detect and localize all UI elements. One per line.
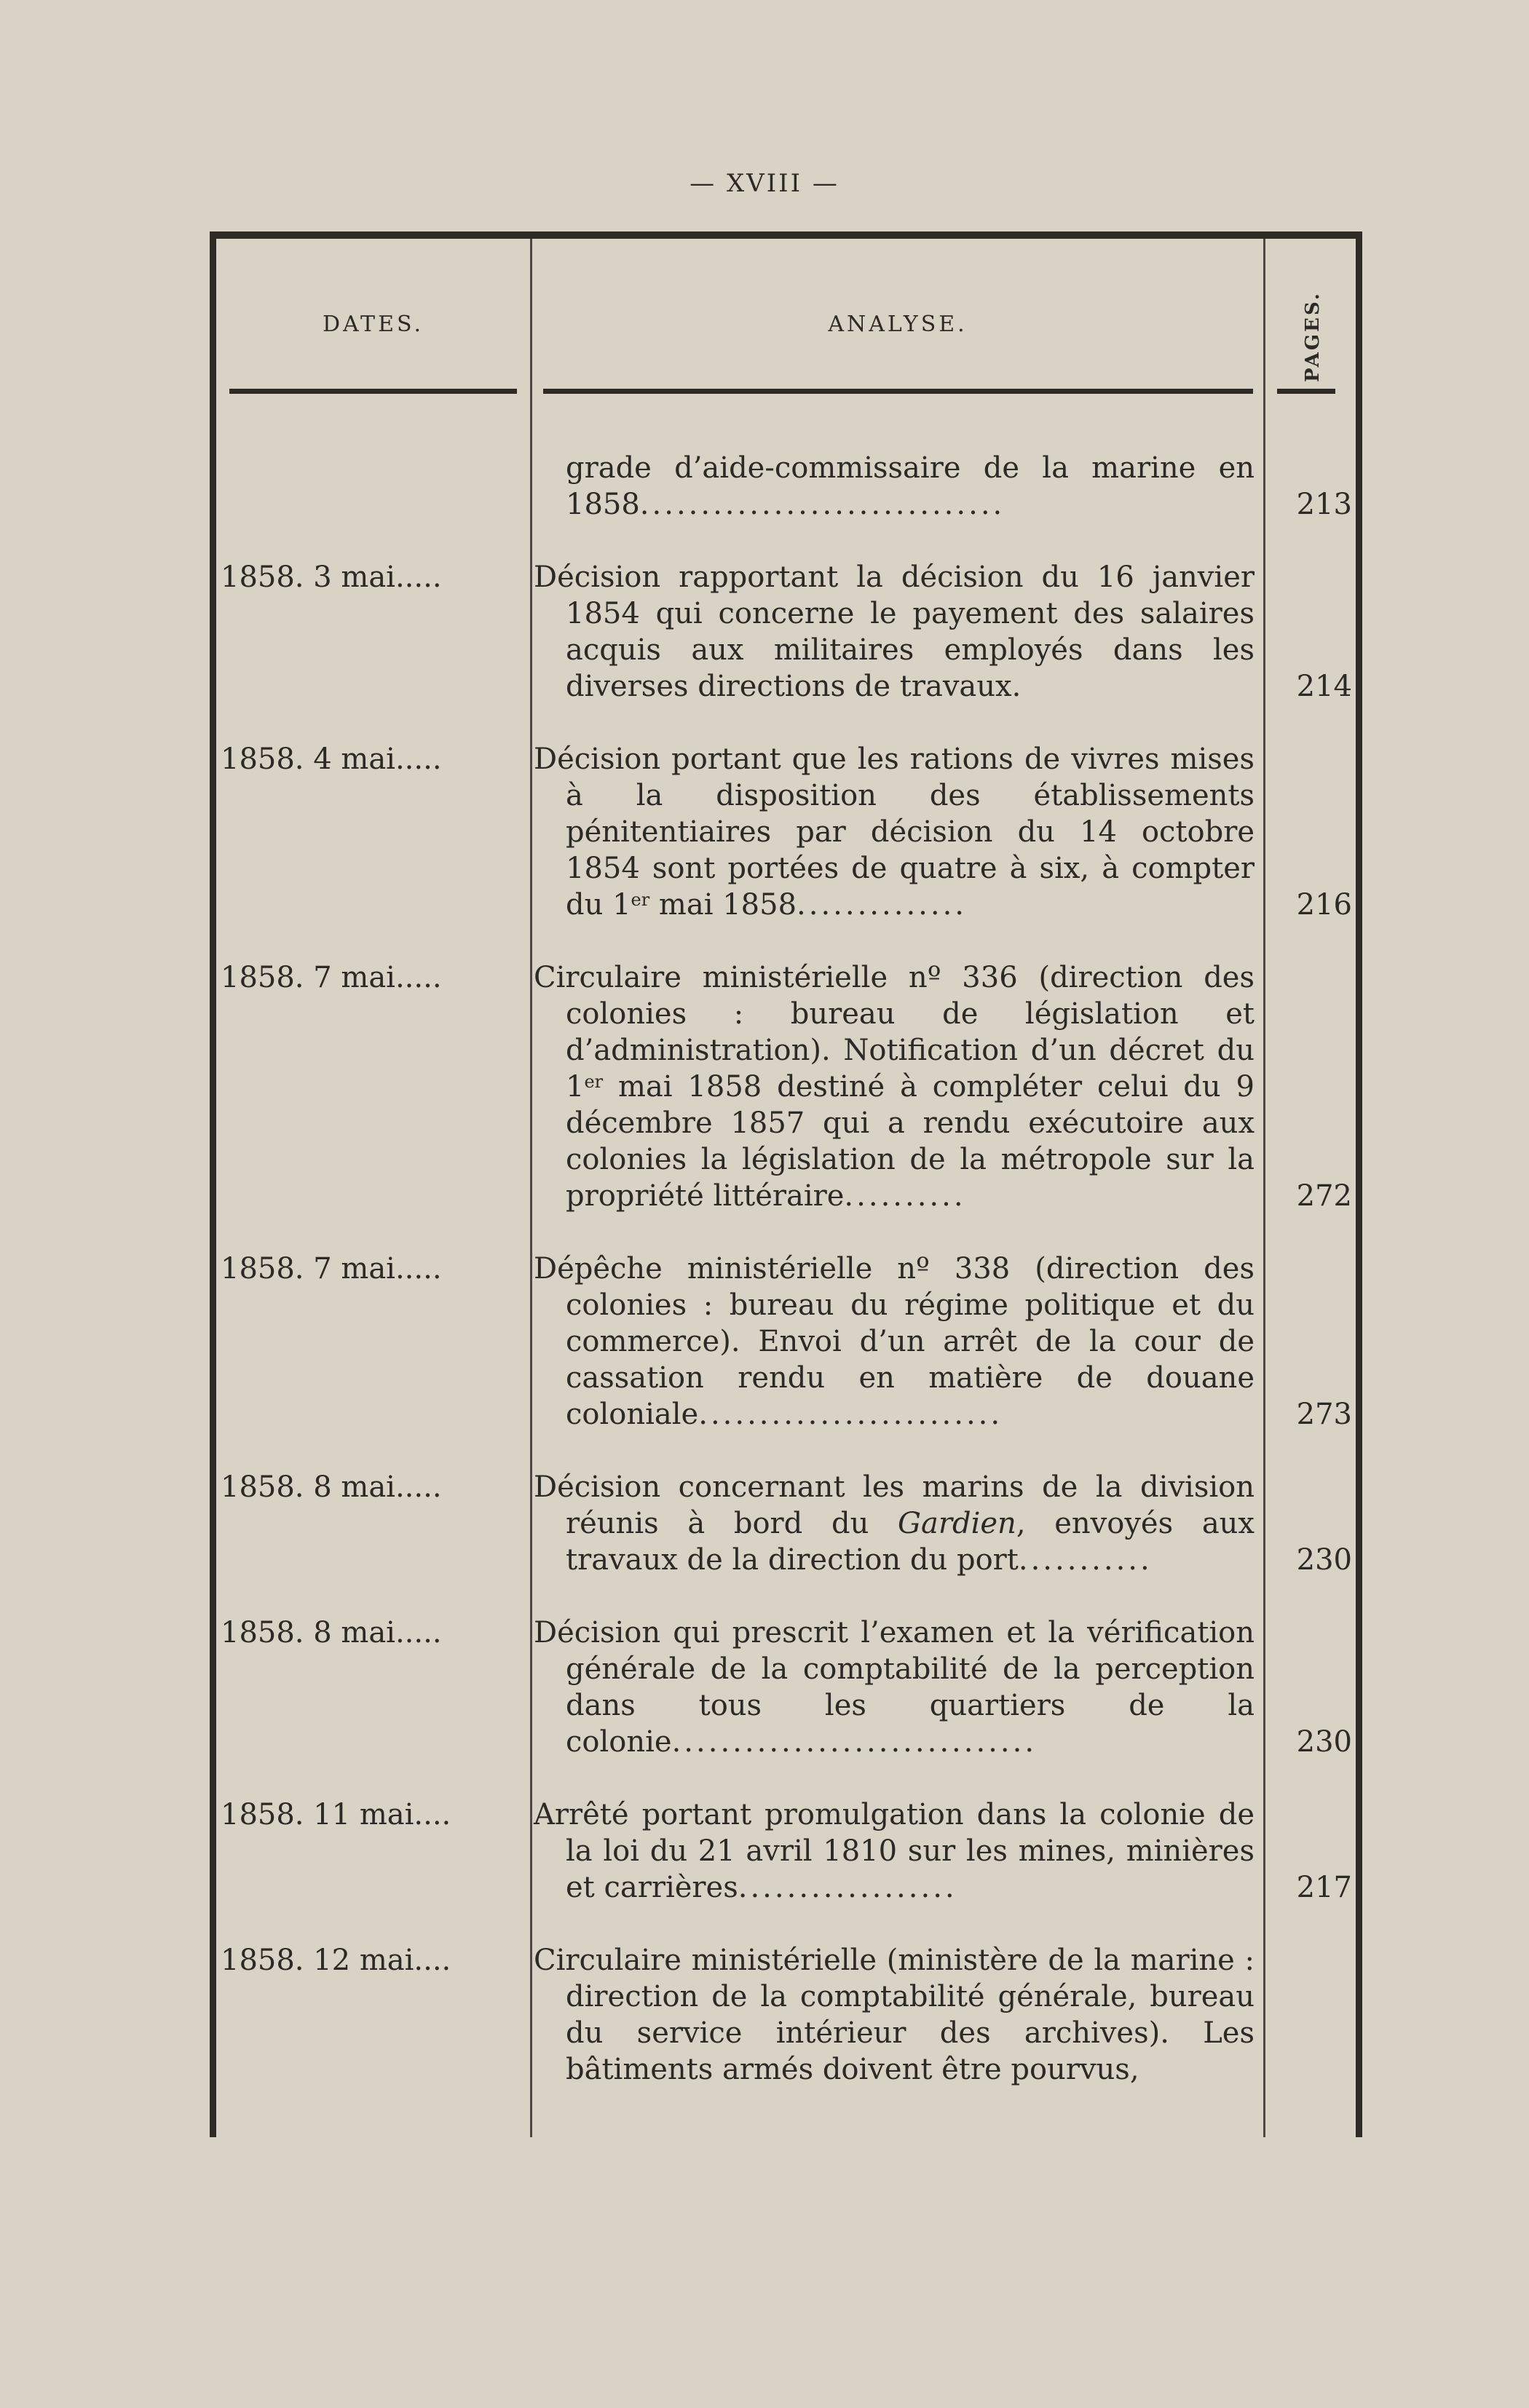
entry-date: 1858. 3 mai.....: [221, 561, 442, 594]
entry-page: 217: [1296, 1871, 1352, 1904]
dates-column-header: DATES.: [322, 312, 424, 337]
entry-date: 1858. 8 mai.....: [221, 1470, 442, 1504]
entry-date: 1858. 8 mai.....: [221, 1616, 442, 1649]
entry-analysis: Arrêté portant promulgation dans la colonie de la loi du 21 avril 1810 sur les mines, minières et carrières..................: [534, 1798, 1255, 1904]
column-divider: [530, 239, 532, 2137]
page-number: — XVIII —: [690, 169, 839, 198]
entry-date: 1858. 4 mai.....: [221, 742, 442, 776]
entry-analysis: Circulaire ministérielle nº 336 (direction des colonies : bureau de législation et d’administration). Notification d’un décret du 1er mai 1858 destiné à compléter celui du 9 décembre 1857 qui a rendu exécutoire aux colonies la législation de la métropole sur la propriété littéraire..........: [534, 961, 1255, 1213]
entry-analysis: Décision rapportant la décision du 16 janvier 1854 qui concerne le payement des salaires acquis aux militaires employés dans les diverses directions de travaux.: [534, 561, 1255, 703]
entry-page: 216: [1296, 888, 1352, 922]
entry-page: 230: [1296, 1543, 1352, 1577]
header-rule: [543, 389, 1253, 394]
entry-analysis: Décision portant que les rations de vivres mises à la disposition des établissements pénitentiaires par décision du 14 octobre 1854 sont portées de quatre à six, à compter du 1er mai 1858..............: [534, 742, 1255, 922]
pages-column-header: PAGES.: [1302, 291, 1324, 383]
entry-date: 1858. 11 mai....: [221, 1798, 451, 1831]
entry-analysis: Dépêche ministérielle nº 338 (direction des colonies : bureau du régime politique et du commerce). Envoi d’un arrêt de la cour de cassation rendu en matière de douane coloniale.........................: [534, 1252, 1255, 1431]
index-table: [210, 231, 1362, 2137]
entry-page: 272: [1296, 1179, 1352, 1213]
entry-page: 213: [1296, 488, 1352, 521]
entry-date: 1858. 7 mai.....: [221, 961, 442, 994]
header-rule: [1277, 389, 1335, 394]
entry-page: 230: [1296, 1725, 1352, 1759]
entry-date: 1858. 12 mai....: [221, 1944, 451, 1977]
entry-page: 273: [1296, 1398, 1352, 1431]
entry-date: 1858. 7 mai.....: [221, 1252, 442, 1286]
entry-analysis: Circulaire ministérielle (ministère de la marine : direction de la comptabilité générale, bureau du service intérieur des archives). Les bâtiments armés doivent être pourvus,: [534, 1944, 1255, 2086]
entry-analysis: Décision concernant les marins de la division réunis à bord du Gardien, envoyés aux travaux de la direction du port...........: [534, 1470, 1255, 1577]
header-rule: [229, 389, 517, 394]
entry-page: 214: [1296, 670, 1352, 703]
entry-analysis: grade d’aide-commissaire de la marine en 1858..............................: [566, 451, 1255, 521]
analyse-column-header: ANALYSE.: [828, 312, 968, 337]
entry-analysis: Décision qui prescrit l’examen et la vérification générale de la comptabilité de la perception dans tous les quartiers de la colonie..............................: [534, 1616, 1255, 1759]
